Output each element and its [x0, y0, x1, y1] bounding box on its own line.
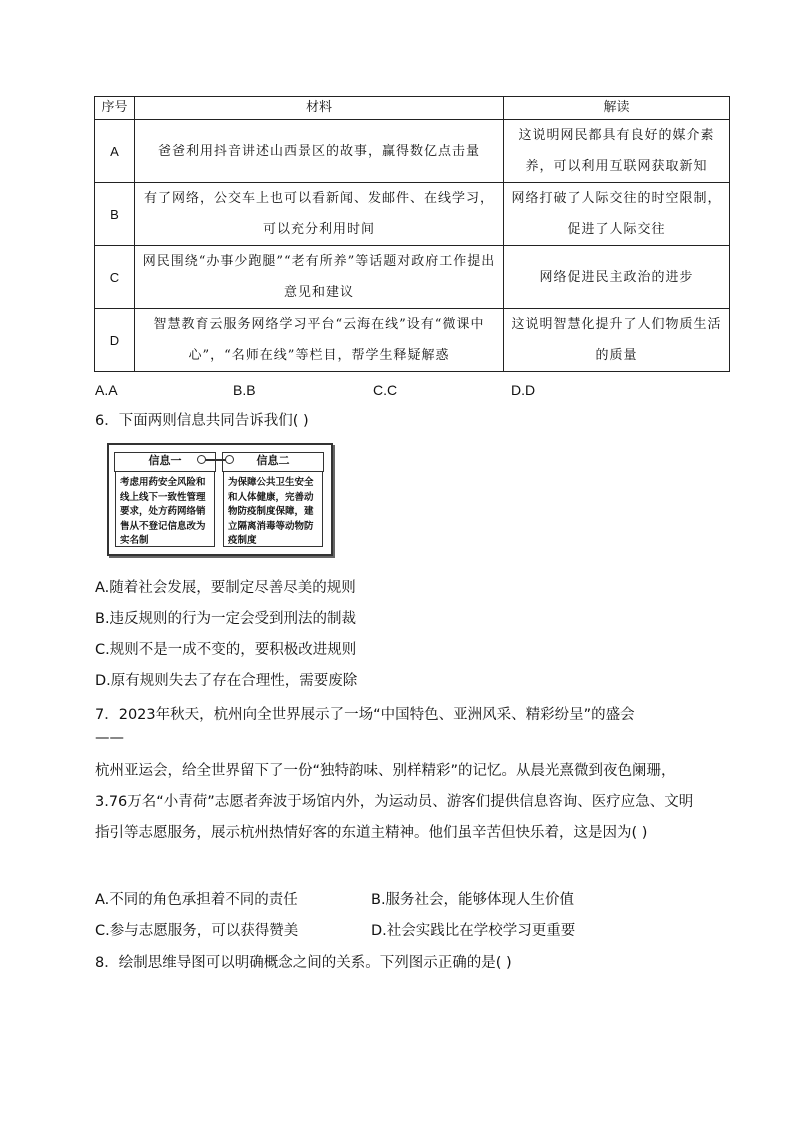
- info-box-1-title: 信息一: [114, 452, 216, 472]
- row-material: 爸爸利用抖音讲述山西景区的故事，赢得数亿点击量: [135, 120, 504, 183]
- row-label: C: [95, 246, 135, 309]
- row-label: B: [95, 183, 135, 246]
- table-row: [95, 183, 730, 246]
- row-material: 有了网络，公交车上也可以看新闻、发邮件、在线学习，可以充分利用时间: [135, 183, 504, 246]
- table-header-row: [95, 97, 730, 120]
- q6-info-figure: [107, 443, 333, 556]
- info-box-2: [223, 453, 323, 547]
- q7-option-c[interactable]: C.参与志愿服务，可以获得赞美: [95, 923, 299, 939]
- col-header-index: 序号: [95, 97, 135, 120]
- row-label: A: [95, 120, 135, 183]
- link-dot-left: [197, 455, 206, 464]
- q6-stem: 6．下面两则信息共同告诉我们( ): [95, 413, 309, 429]
- row-interpretation: 这说明网民都具有良好的媒介素养，可以利用互联网获取新知: [504, 120, 730, 183]
- table-row: [95, 309, 730, 372]
- q6-option-c[interactable]: C.规则不是一成不变的，要积极改进规则: [95, 642, 357, 658]
- q7-stem-line1: 7．2023年秋天，杭州向全世界展示了一场“中国特色、亚洲风采、精彩纷呈”的盛会: [95, 707, 635, 723]
- q5-option-c[interactable]: C.C: [373, 382, 398, 398]
- info-box-2-body: 为保障公共卫生安全和人体健康，完善动物防疫制度保障，建立隔离消毒等动物防疫制度: [228, 477, 314, 546]
- q5-option-b[interactable]: B.B: [233, 382, 256, 398]
- q7-option-b[interactable]: B.服务社会，能够体现人生价值: [371, 892, 575, 908]
- col-header-material: 材料: [135, 97, 504, 120]
- q5-option-a[interactable]: A.A: [95, 382, 118, 398]
- table-row: [95, 120, 730, 183]
- info-box-1: [115, 453, 215, 547]
- q7-stem-body: 杭州亚运会，给全世界留下了一份“独特韵味、别样精彩”的记忆。从晨光熹微到夜色阑珊，3.76万名“小青荷”志愿者奔波于场馆内外，为运动员、游客们提供信息咨询、医疗应急、文明指引等志愿服务，展示杭州热情好客的东道主精神。他们虽辛苦但快乐着，这是因为( ): [95, 763, 694, 841]
- row-interpretation: 网络打破了人际交往的时空限制，促进了人际交往: [504, 183, 730, 246]
- q6-option-a[interactable]: A.随着社会发展，要制定尽善尽美的规则: [95, 580, 356, 596]
- row-material: 网民围绕“办事少跑腿”“老有所养”等话题对政府工作提出意见和建议: [135, 246, 504, 309]
- row-label: D: [95, 309, 135, 372]
- q8-stem: 8．绘制思维导图可以明确概念之间的关系。下列图示正确的是( ): [95, 955, 512, 971]
- q6-option-b[interactable]: B.违反规则的行为一定会受到刑法的制裁: [95, 611, 357, 627]
- row-interpretation: 网络促进民主政治的进步: [504, 246, 730, 309]
- q7-option-a[interactable]: A.不同的角色承担着不同的责任: [95, 892, 298, 908]
- table-row: [95, 246, 730, 309]
- q5-option-d[interactable]: D.D: [511, 382, 536, 398]
- q7-option-d[interactable]: D.社会实践比在学校学习更重要: [371, 923, 576, 939]
- q7-stem-dash: ——: [95, 730, 124, 746]
- row-material: 智慧教育云服务网络学习平台“云海在线”设有“微课中心”，“名师在线”等栏目，帮学生释疑解惑: [135, 309, 504, 372]
- q5-material-table: [94, 96, 730, 372]
- col-header-interpretation: 解读: [504, 97, 730, 120]
- link-dot-right: [225, 455, 234, 464]
- info-box-2-title: 信息二: [222, 452, 324, 472]
- q6-option-d[interactable]: D.原有规则失去了存在合理性，需要废除: [95, 673, 358, 689]
- info-box-1-body: 考虑用药安全风险和线上线下一致性管理要求，处方药网络销售从不登记信息改为实名制: [120, 477, 206, 546]
- row-interpretation: 这说明智慧化提升了人们物质生活的质量: [504, 309, 730, 372]
